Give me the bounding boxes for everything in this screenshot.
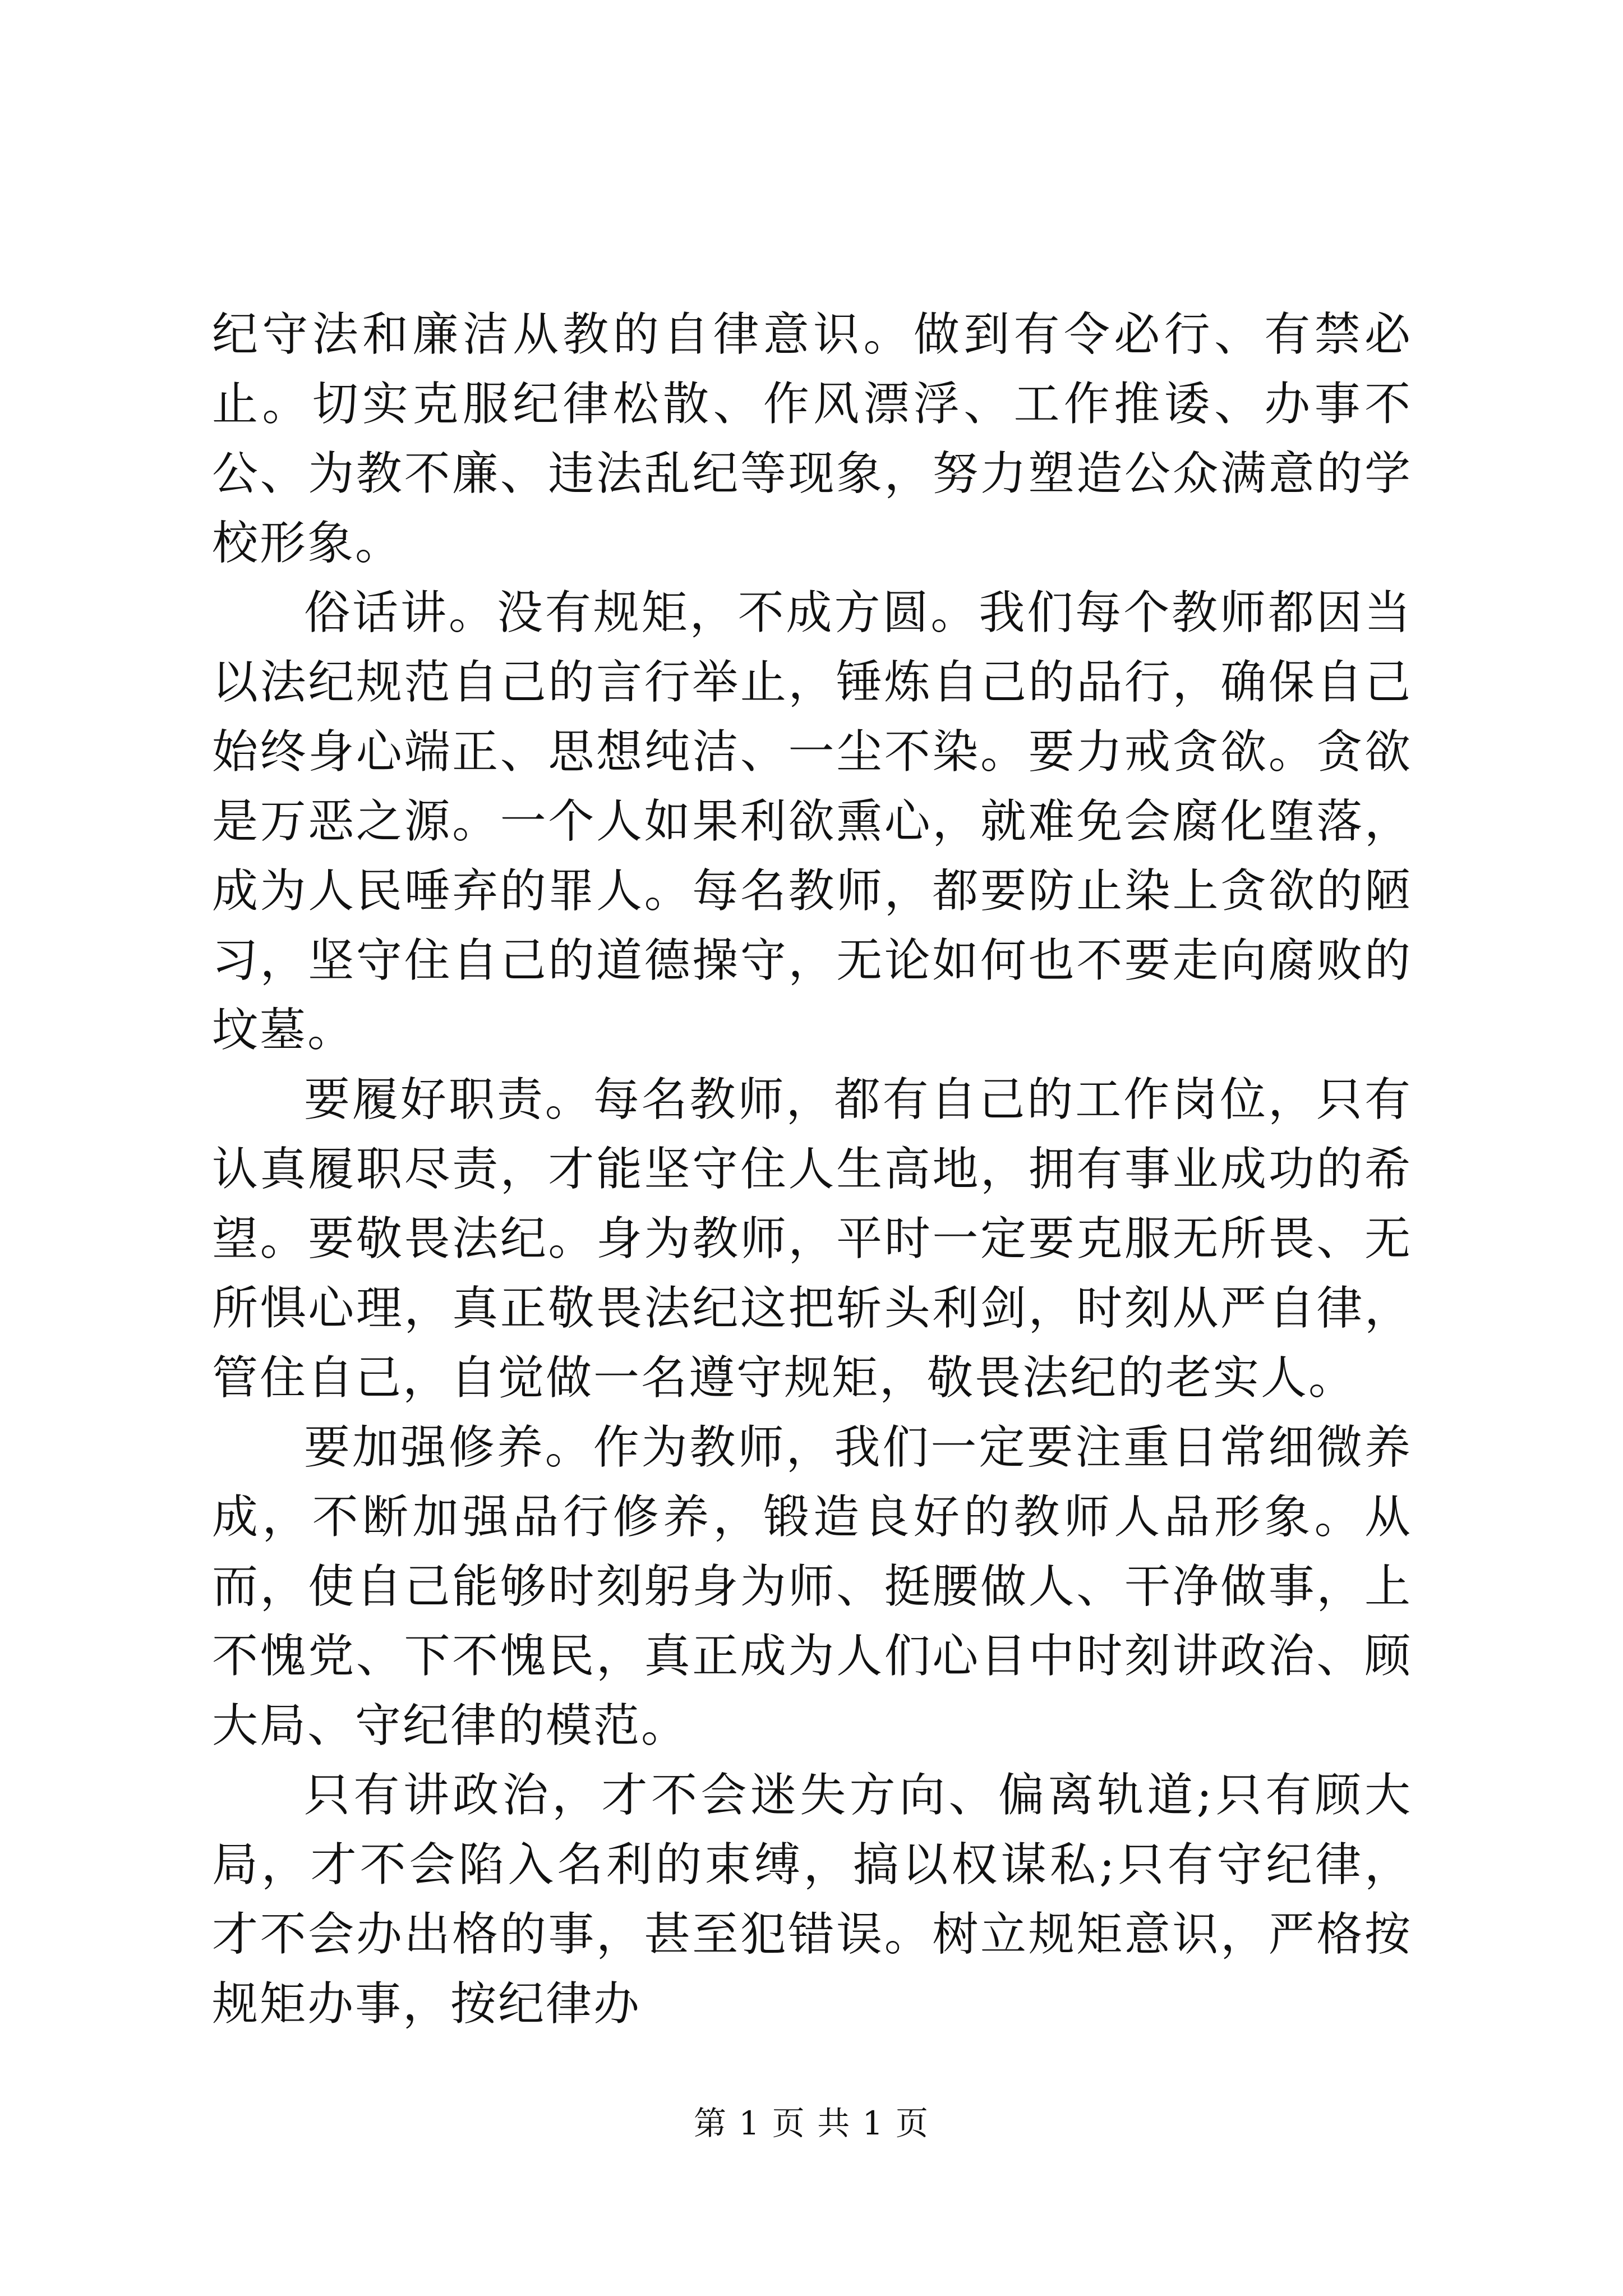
paragraph-2: 俗话讲。没有规矩，不成方圆。我们每个教师都因当以法纪规范自己的言行举止，锤炼自己的品行，确保自己始终身心端正、思想纯洁、一尘不染。要力戒贪欲。贪欲是万恶之源。一个人如果利欲熏心，就难免会腐化堕落，成为人民唾弃的罪人。每名教师，都要防止染上贪欲的陋习，坚守住自己的道德操守，无论如何也不要走向腐败的坟墓。: [212, 586, 1412, 1057]
paragraph-4: 要加强修养。作为教师，我们一定要注重日常细微养成，不断加强品行修养，锻造良好的教师人品形象。从而，使自己能够时刻躬身为师、挺腰做人、干净做事，上不愧党、下不愧民，真正成为人们心目中时刻讲政治、顾大局、守纪律的模范。: [212, 1421, 1412, 1752]
page-footer: [0, 2104, 1623, 2143]
page-number-label: 第 1 页 共 1 页: [694, 2104, 929, 2142]
paragraph-5: 只有讲政治，才不会迷失方向、偏离轨道;只有顾大局，才不会陷入名利的束缚，搞以权谋私;只有守纪律，才不会办出格的事，甚至犯错误。树立规矩意识，严格按规矩办事，按纪律办: [212, 1769, 1412, 2031]
paragraph-1: 纪守法和廉洁从教的自律意识。做到有令必行、有禁必止。切实克服纪律松散、作风漂浮、工作推诿、办事不公、为教不廉、违法乱纪等现象，努力塑造公众满意的学校形象。: [212, 308, 1412, 570]
document-body: [212, 300, 1412, 2039]
paragraph-3: 要履好职责。每名教师，都有自己的工作岗位，只有认真履职尽责，才能坚守住人生高地，拥有事业成功的希望。要敬畏法纪。身为教师，平时一定要克服无所畏、无所惧心理，真正敬畏法纪这把斩头利剑，时刻从严自律，管住自己，自觉做一名遵守规矩，敬畏法纪的老实人。: [212, 1073, 1412, 1405]
